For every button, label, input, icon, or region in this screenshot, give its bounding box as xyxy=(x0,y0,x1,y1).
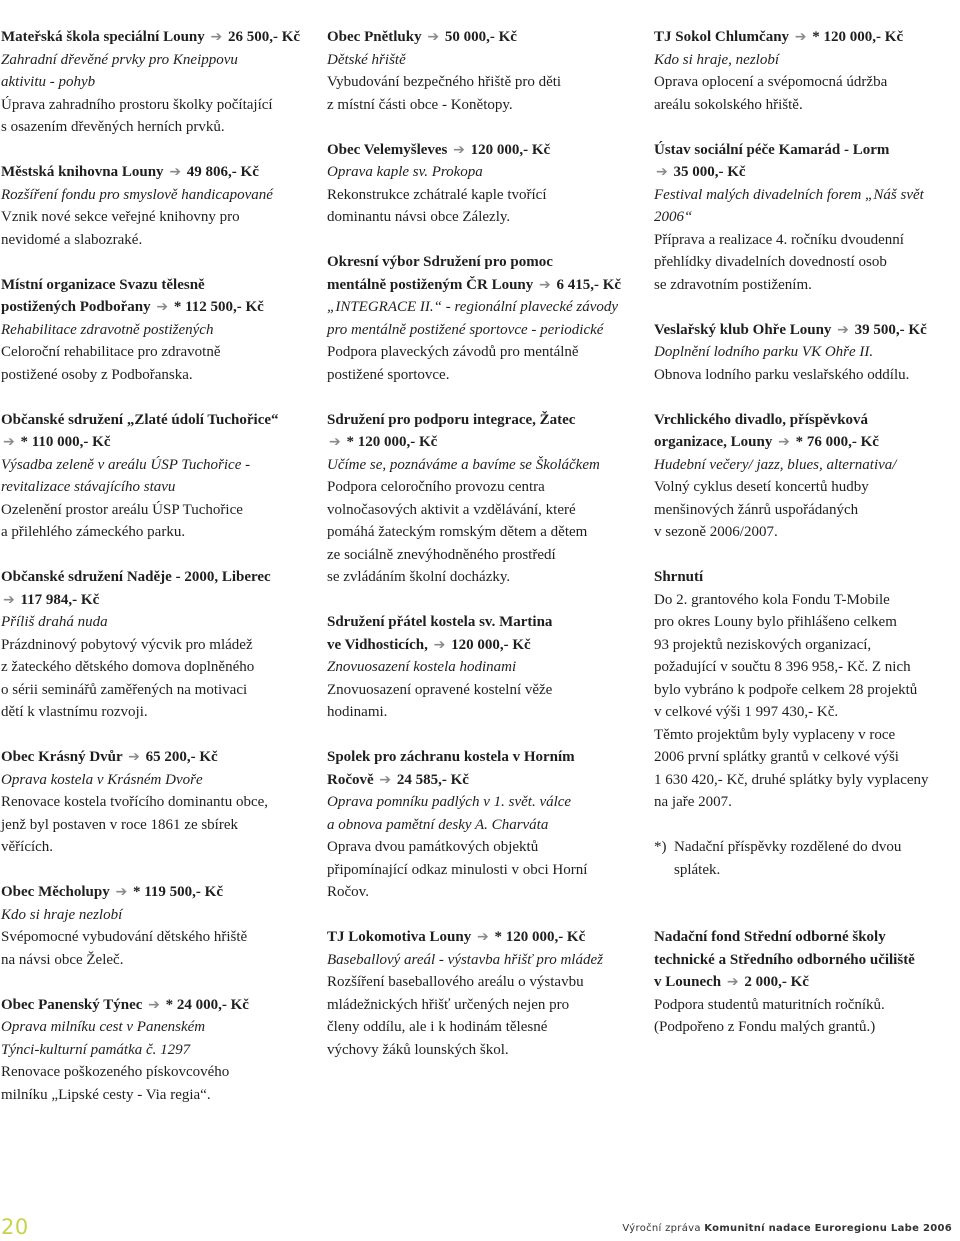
project-description: Úprava zahradního prostoru školky počítající xyxy=(1,96,273,113)
arrow-icon: ➔ xyxy=(3,434,15,450)
entry-header xyxy=(327,611,637,656)
grant-amount xyxy=(167,164,259,180)
org-name-line: v Lounech xyxy=(654,974,722,990)
project-name: Kdo si hraje nezlobí xyxy=(1,906,123,923)
org-name-line: Občanské sdružení „Zlaté údolí Tuchořice“ xyxy=(1,411,279,428)
summary-section xyxy=(654,566,954,881)
grant-value: 117 984,- Kč xyxy=(20,591,100,608)
publication-name: Výroční zpráva xyxy=(622,1223,701,1234)
org-name-line: organizace, Louny xyxy=(654,434,773,450)
summary-line: 1 630 420,- Kč, druhé splátky byly vyplaceny xyxy=(654,771,929,788)
summary-line: požadující v součtu 8 396 958,- Kč. Z nich xyxy=(654,659,911,675)
arrow-icon: ➔ xyxy=(453,141,465,158)
project-name: revitalizace stávajícího stavu xyxy=(1,479,176,495)
footnote xyxy=(654,836,954,881)
footnote-text xyxy=(674,836,901,881)
project-description: Svépomocné vybudování dětského hřiště xyxy=(1,929,248,945)
project-name: a obnova pamětní desky A. Charváta xyxy=(327,816,549,833)
project-description: Obnova lodního parku veslařského oddílu. xyxy=(654,366,910,383)
grant-entry xyxy=(1,994,311,1107)
summary-line: 93 projektů neziskových organizací, xyxy=(654,636,872,653)
grant-value: * 120 000,- Kč xyxy=(346,434,438,450)
project-name: Hudební večery/ jazz, blues, alternativa/ xyxy=(654,456,897,473)
project-name: Dětské hřiště xyxy=(327,51,406,68)
project-name: aktivitu - pohyb xyxy=(1,74,96,90)
grant-value: 2 000,- Kč xyxy=(744,974,809,990)
project-name: Příliš drahá nuda xyxy=(1,614,108,630)
project-description: Prázdninový pobytový výcvik pro mládež xyxy=(1,636,253,653)
entry-header xyxy=(1,881,311,904)
project-description: Volný cyklus desetí koncertů hudby xyxy=(654,479,869,495)
project-name: „INTEGRACE II.“ - regionální plavecké závody xyxy=(327,299,619,315)
project-description: Renovace poškozeného pískovcového xyxy=(1,1064,230,1080)
project-name: Znovuosazení kostela hodinami xyxy=(327,659,517,675)
project-description: areálu sokolského hřiště. xyxy=(654,96,803,113)
grant-value: 26 500,- Kč xyxy=(228,29,301,45)
arrow-icon: ➔ xyxy=(539,276,551,293)
project-description: o sérii seminářů zaměřených na motivaci xyxy=(1,681,248,698)
entry-header xyxy=(1,994,311,1017)
org-name-line: TJ Lokomotiva Louny xyxy=(327,929,472,945)
grant-amount xyxy=(1,592,99,608)
project-name: Baseballový areál - výstavba hřišť pro mládež xyxy=(327,951,603,968)
grant-value: 65 200,- Kč xyxy=(145,749,218,765)
org-name-line: Obec Pnětluky xyxy=(327,29,422,45)
project-description: s osazením dřevěných herních prvků. xyxy=(1,119,225,135)
project-description: v sezoně 2006/2007. xyxy=(654,524,778,540)
org-name-line: Místní organizace Svazu tělesně xyxy=(1,276,205,293)
grant-amount xyxy=(654,164,746,180)
grant-amount xyxy=(154,299,263,315)
grant-value: 39 500,- Kč xyxy=(854,321,927,338)
summary-line: pro okres Louny bylo přihlášeno celkem xyxy=(654,614,897,630)
summary-line: v celkové výši 1 997 430,- Kč. xyxy=(654,704,839,720)
org-name-line: Ročově xyxy=(327,771,374,788)
project-description: Znovuosazení opravené kostelní věže xyxy=(327,681,553,698)
project-description: menšinových žánrů uspořádaných xyxy=(654,501,859,518)
project-description: výchovy žáků lounských škol. xyxy=(327,1041,509,1058)
arrow-icon: ➔ xyxy=(3,591,15,608)
footnote-line: splátek. xyxy=(674,861,721,878)
org-name-line: Spolek pro záchranu kostela v Horním xyxy=(327,749,575,765)
project-description: volnočasových aktivit a vzdělávání, které xyxy=(327,501,576,518)
grant-amount xyxy=(114,884,223,900)
project-name: 2006“ xyxy=(654,209,693,225)
grant-entry xyxy=(1,26,311,139)
project-name: Oprava pomníku padlých v 1. svět. válce xyxy=(327,794,572,810)
org-name-line: Mateřská škola speciální Louny xyxy=(1,29,205,45)
grant-amount xyxy=(377,772,469,788)
project-description: mládežnických hřišť určených nejen pro xyxy=(327,996,570,1013)
project-description: (Podpořeno z Fondu malých grantů.) xyxy=(654,1019,876,1035)
final-grant-entry xyxy=(654,926,954,1039)
arrow-icon: ➔ xyxy=(656,164,668,180)
org-name-line: Sdružení přátel kostela sv. Martina xyxy=(327,614,553,630)
org-name-line: Okresní výbor Sdružení pro pomoc xyxy=(327,254,553,270)
entry-header xyxy=(327,251,637,296)
org-name-line: Městská knihovna Louny xyxy=(1,164,164,180)
project-description: milníku „Lipské cesty - Via regia“. xyxy=(1,1086,211,1103)
entry-header xyxy=(1,26,311,49)
arrow-icon: ➔ xyxy=(329,434,341,450)
grant-amount xyxy=(209,29,301,45)
project-description: Vznik nové sekce veřejné knihovny pro xyxy=(1,209,240,225)
entry-header xyxy=(327,409,637,454)
project-description: členy oddílu, ale i k hodinám tělesné xyxy=(327,1019,548,1035)
project-name: Rehabilitace zdravotně postižených xyxy=(1,321,214,338)
project-name: pro mentálně postižené sportovce - periodické xyxy=(327,321,604,338)
entry-header xyxy=(327,746,637,791)
grant-entry xyxy=(1,746,311,859)
grant-value: 35 000,- Kč xyxy=(673,164,746,180)
grant-entry xyxy=(327,611,637,724)
arrow-icon: ➔ xyxy=(726,974,739,990)
grant-entry xyxy=(1,566,311,724)
arrow-icon: ➔ xyxy=(210,29,223,45)
column-3 xyxy=(654,26,954,1061)
grant-amount xyxy=(432,637,531,653)
project-description: přehlídky divadelních dovedností osob xyxy=(654,254,887,270)
project-name: Doplnění lodního parku VK Ohře II. xyxy=(654,344,874,360)
grant-value: * 112 500,- Kč xyxy=(173,299,264,315)
org-name-line: ve Vidhosticích, xyxy=(327,636,428,653)
project-description: nevidomé a slabozraké. xyxy=(1,231,143,248)
arrow-icon: ➔ xyxy=(837,321,849,338)
arrow-icon: ➔ xyxy=(433,636,446,653)
grant-amount xyxy=(776,434,879,450)
entry-header xyxy=(327,926,637,949)
project-name: Festival malých divadelních forem „Náš svět xyxy=(654,186,924,203)
project-description: z místní části obce - Konětopy. xyxy=(327,96,513,113)
arrow-icon: ➔ xyxy=(169,164,182,180)
project-name: Oprava kaple sv. Prokopa xyxy=(327,164,483,180)
entry-header xyxy=(654,319,954,342)
org-name-line: Sdružení pro podporu integrace, Žatec xyxy=(327,411,576,428)
grant-entry xyxy=(327,409,637,589)
grant-value: * 110 000,- Kč xyxy=(20,434,111,450)
grant-entry xyxy=(1,409,311,544)
grant-value: 49 806,- Kč xyxy=(186,164,259,180)
grant-entry xyxy=(327,26,637,116)
grant-value: 24 585,- Kč xyxy=(396,771,469,788)
column-3-entries xyxy=(654,26,954,544)
project-name: Výsadba zeleně v areálu ÚSP Tuchořice - xyxy=(1,456,251,473)
grant-amount xyxy=(1,434,110,450)
entry-header xyxy=(1,274,311,319)
project-description: jenž byl postaven v roce 1861 ze sbírek xyxy=(1,816,239,833)
project-description: dětí k vlastnímu rozvoji. xyxy=(1,704,148,720)
arrow-icon: ➔ xyxy=(148,996,160,1013)
grant-value: 6 415,- Kč xyxy=(556,276,622,293)
grant-entry xyxy=(654,319,954,387)
org-name-line: Ústav sociální péče Kamarád - Lorm xyxy=(654,141,890,158)
project-description: se zvládáním školní docházky. xyxy=(327,569,511,585)
org-name-line: Nadační fond Střední odborné školy xyxy=(654,929,886,945)
arrow-icon: ➔ xyxy=(156,299,169,315)
entry-header xyxy=(654,409,954,454)
grant-amount xyxy=(835,322,927,338)
arrow-icon: ➔ xyxy=(476,929,489,945)
project-description: na návsi obce Želeč. xyxy=(1,951,124,968)
footnote-line: Nadační příspěvky rozdělené do dvou xyxy=(674,839,902,855)
project-description: Oprava oplocení a svépomocná údržba xyxy=(654,74,888,90)
project-name: Učíme se, poznáváme a bavíme se Školáčkem xyxy=(327,456,600,473)
project-description: pomáhá žateckým romským dětem a dětem xyxy=(327,524,588,540)
project-name: Rozšíření fondu pro smyslově handicapované xyxy=(1,186,273,203)
grant-entry xyxy=(327,251,637,386)
org-name-line: technické a Středního odborného učiliště xyxy=(654,951,915,968)
entry-header xyxy=(654,139,954,184)
entry-header xyxy=(327,26,637,49)
arrow-icon: ➔ xyxy=(778,434,790,450)
project-description: z žateckého dětského domova doplněného xyxy=(1,659,255,675)
grant-amount xyxy=(475,929,585,945)
project-description: věřících. xyxy=(1,839,54,855)
arrow-icon: ➔ xyxy=(794,29,807,45)
project-description: Rekonstrukce zchátralé kaple tvořící xyxy=(327,186,547,203)
entry-header xyxy=(1,746,311,769)
project-description: Ročov. xyxy=(327,884,369,900)
column-1 xyxy=(1,26,311,1129)
grant-entry xyxy=(654,26,954,116)
grant-value: * 76 000,- Kč xyxy=(795,434,879,450)
project-name: Týnci-kulturní památka č. 1297 xyxy=(1,1041,191,1058)
arrow-icon: ➔ xyxy=(427,29,440,45)
org-name-line: mentálně postiženým ČR Louny xyxy=(327,276,534,293)
grant-value: * 120 000,- Kč xyxy=(494,929,586,945)
grant-value: 120 000,- Kč xyxy=(451,636,531,653)
project-description: Podpora celoročního provozu centra xyxy=(327,479,545,495)
grant-amount xyxy=(425,29,517,45)
org-name-line: postižených Podbořany xyxy=(1,299,151,315)
grant-entry xyxy=(327,746,637,904)
grant-amount xyxy=(126,749,218,765)
summary-title: Shrnutí xyxy=(654,569,704,585)
entry-header xyxy=(1,566,311,611)
project-description: postižené sportovce. xyxy=(327,366,450,383)
project-description: Celoroční rehabilitace pro zdravotně xyxy=(1,344,221,360)
grant-entry xyxy=(327,926,637,1061)
org-name-line: Veslařský klub Ohře Louny xyxy=(654,321,832,338)
project-name: Zahradní dřevěné prvky pro Kneippovu xyxy=(1,51,238,68)
summary-line: 2006 první splátky grantů v celkové výši xyxy=(654,749,899,765)
arrow-icon: ➔ xyxy=(128,749,140,765)
grant-entry xyxy=(1,881,311,971)
grant-entry xyxy=(1,161,311,251)
summary-line: Do 2. grantového kola Fondu T-Mobile xyxy=(654,591,890,608)
page-number: 20 xyxy=(1,1215,29,1239)
grant-entry xyxy=(327,139,637,229)
entry-header xyxy=(327,139,637,162)
grant-value: * 24 000,- Kč xyxy=(165,996,249,1013)
grant-entry xyxy=(654,409,954,544)
project-name: Oprava kostela v Krásném Dvoře xyxy=(1,771,203,788)
project-description: Podpora studentů maturitních ročníků. xyxy=(654,996,885,1013)
grant-value: 50 000,- Kč xyxy=(444,29,517,45)
project-description: Podpora plaveckých závodů pro mentálně xyxy=(327,344,579,360)
grant-entry xyxy=(1,274,311,387)
arrow-icon: ➔ xyxy=(115,884,128,900)
footer-caption xyxy=(622,1223,952,1234)
project-description: se zdravotním postižením. xyxy=(654,276,812,293)
org-name-line: Obec Panenský Týnec xyxy=(1,996,143,1013)
grant-amount xyxy=(451,142,550,158)
entry-header xyxy=(654,26,954,49)
org-name-line: Občanské sdružení Naděje - 2000, Liberec xyxy=(1,569,271,585)
entry-header xyxy=(654,926,954,994)
footnote-mark: *) xyxy=(654,839,667,855)
org-name-line: TJ Sokol Chlumčany xyxy=(654,29,790,45)
project-description: Renovace kostela tvořícího dominantu obce, xyxy=(1,794,269,810)
summary-line: bylo vybráno k podpoře celkem 28 projektů xyxy=(654,681,918,698)
org-name-line: Obec Velemyšleves xyxy=(327,141,448,158)
project-description: Příprava a realizace 4. ročníku dvoudenní xyxy=(654,231,904,248)
column-2 xyxy=(327,26,637,1084)
project-name: Kdo si hraje, nezlobí xyxy=(654,51,780,68)
organization-name: Komunitní nadace Euroregionu Labe 2006 xyxy=(704,1223,952,1234)
project-description: Vybudování bezpečného hřiště pro děti xyxy=(327,74,562,90)
grant-value: 120 000,- Kč xyxy=(470,141,551,158)
org-name-line: Obec Měcholupy xyxy=(1,884,110,900)
project-description: hodinami. xyxy=(327,704,388,720)
org-name-line: Obec Krásný Dvůr xyxy=(1,749,123,765)
project-description: Rozšíření baseballového areálu o výstavbu xyxy=(327,974,584,990)
project-description: připomínající odkaz minulosti v obci Horní xyxy=(327,861,588,878)
project-description: a přilehlého zámeckého parku. xyxy=(1,524,186,540)
grant-amount xyxy=(146,997,249,1013)
grant-amount xyxy=(725,974,809,990)
summary-line: na jaře 2007. xyxy=(654,794,732,810)
org-name-line: Vrchlického divadlo, příspěvková xyxy=(654,411,869,428)
project-description: Oprava dvou památkových objektů xyxy=(327,839,539,855)
summary-text xyxy=(654,589,954,814)
project-description: dominantu návsi obce Zálezly. xyxy=(327,209,511,225)
entry-header xyxy=(1,409,311,454)
project-description: ze sociálně znevýhodněného prostředí xyxy=(327,546,556,563)
grant-amount xyxy=(537,277,621,293)
entry-header xyxy=(1,161,311,184)
grant-value: * 120 000,- Kč xyxy=(812,29,904,45)
grant-entry xyxy=(654,139,954,297)
project-description: Ozelenění prostor areálu ÚSP Tuchořice xyxy=(1,501,243,518)
arrow-icon: ➔ xyxy=(379,771,392,788)
grant-amount xyxy=(793,29,903,45)
grant-value: * 119 500,- Kč xyxy=(132,884,223,900)
project-name: Oprava milníku cest v Panenském xyxy=(1,1019,206,1035)
grant-amount xyxy=(327,434,437,450)
summary-line: Těmto projektům byly vyplaceny v roce xyxy=(654,726,896,743)
project-description: postižené osoby z Podbořanska. xyxy=(1,366,193,383)
page-footer xyxy=(0,1215,956,1241)
